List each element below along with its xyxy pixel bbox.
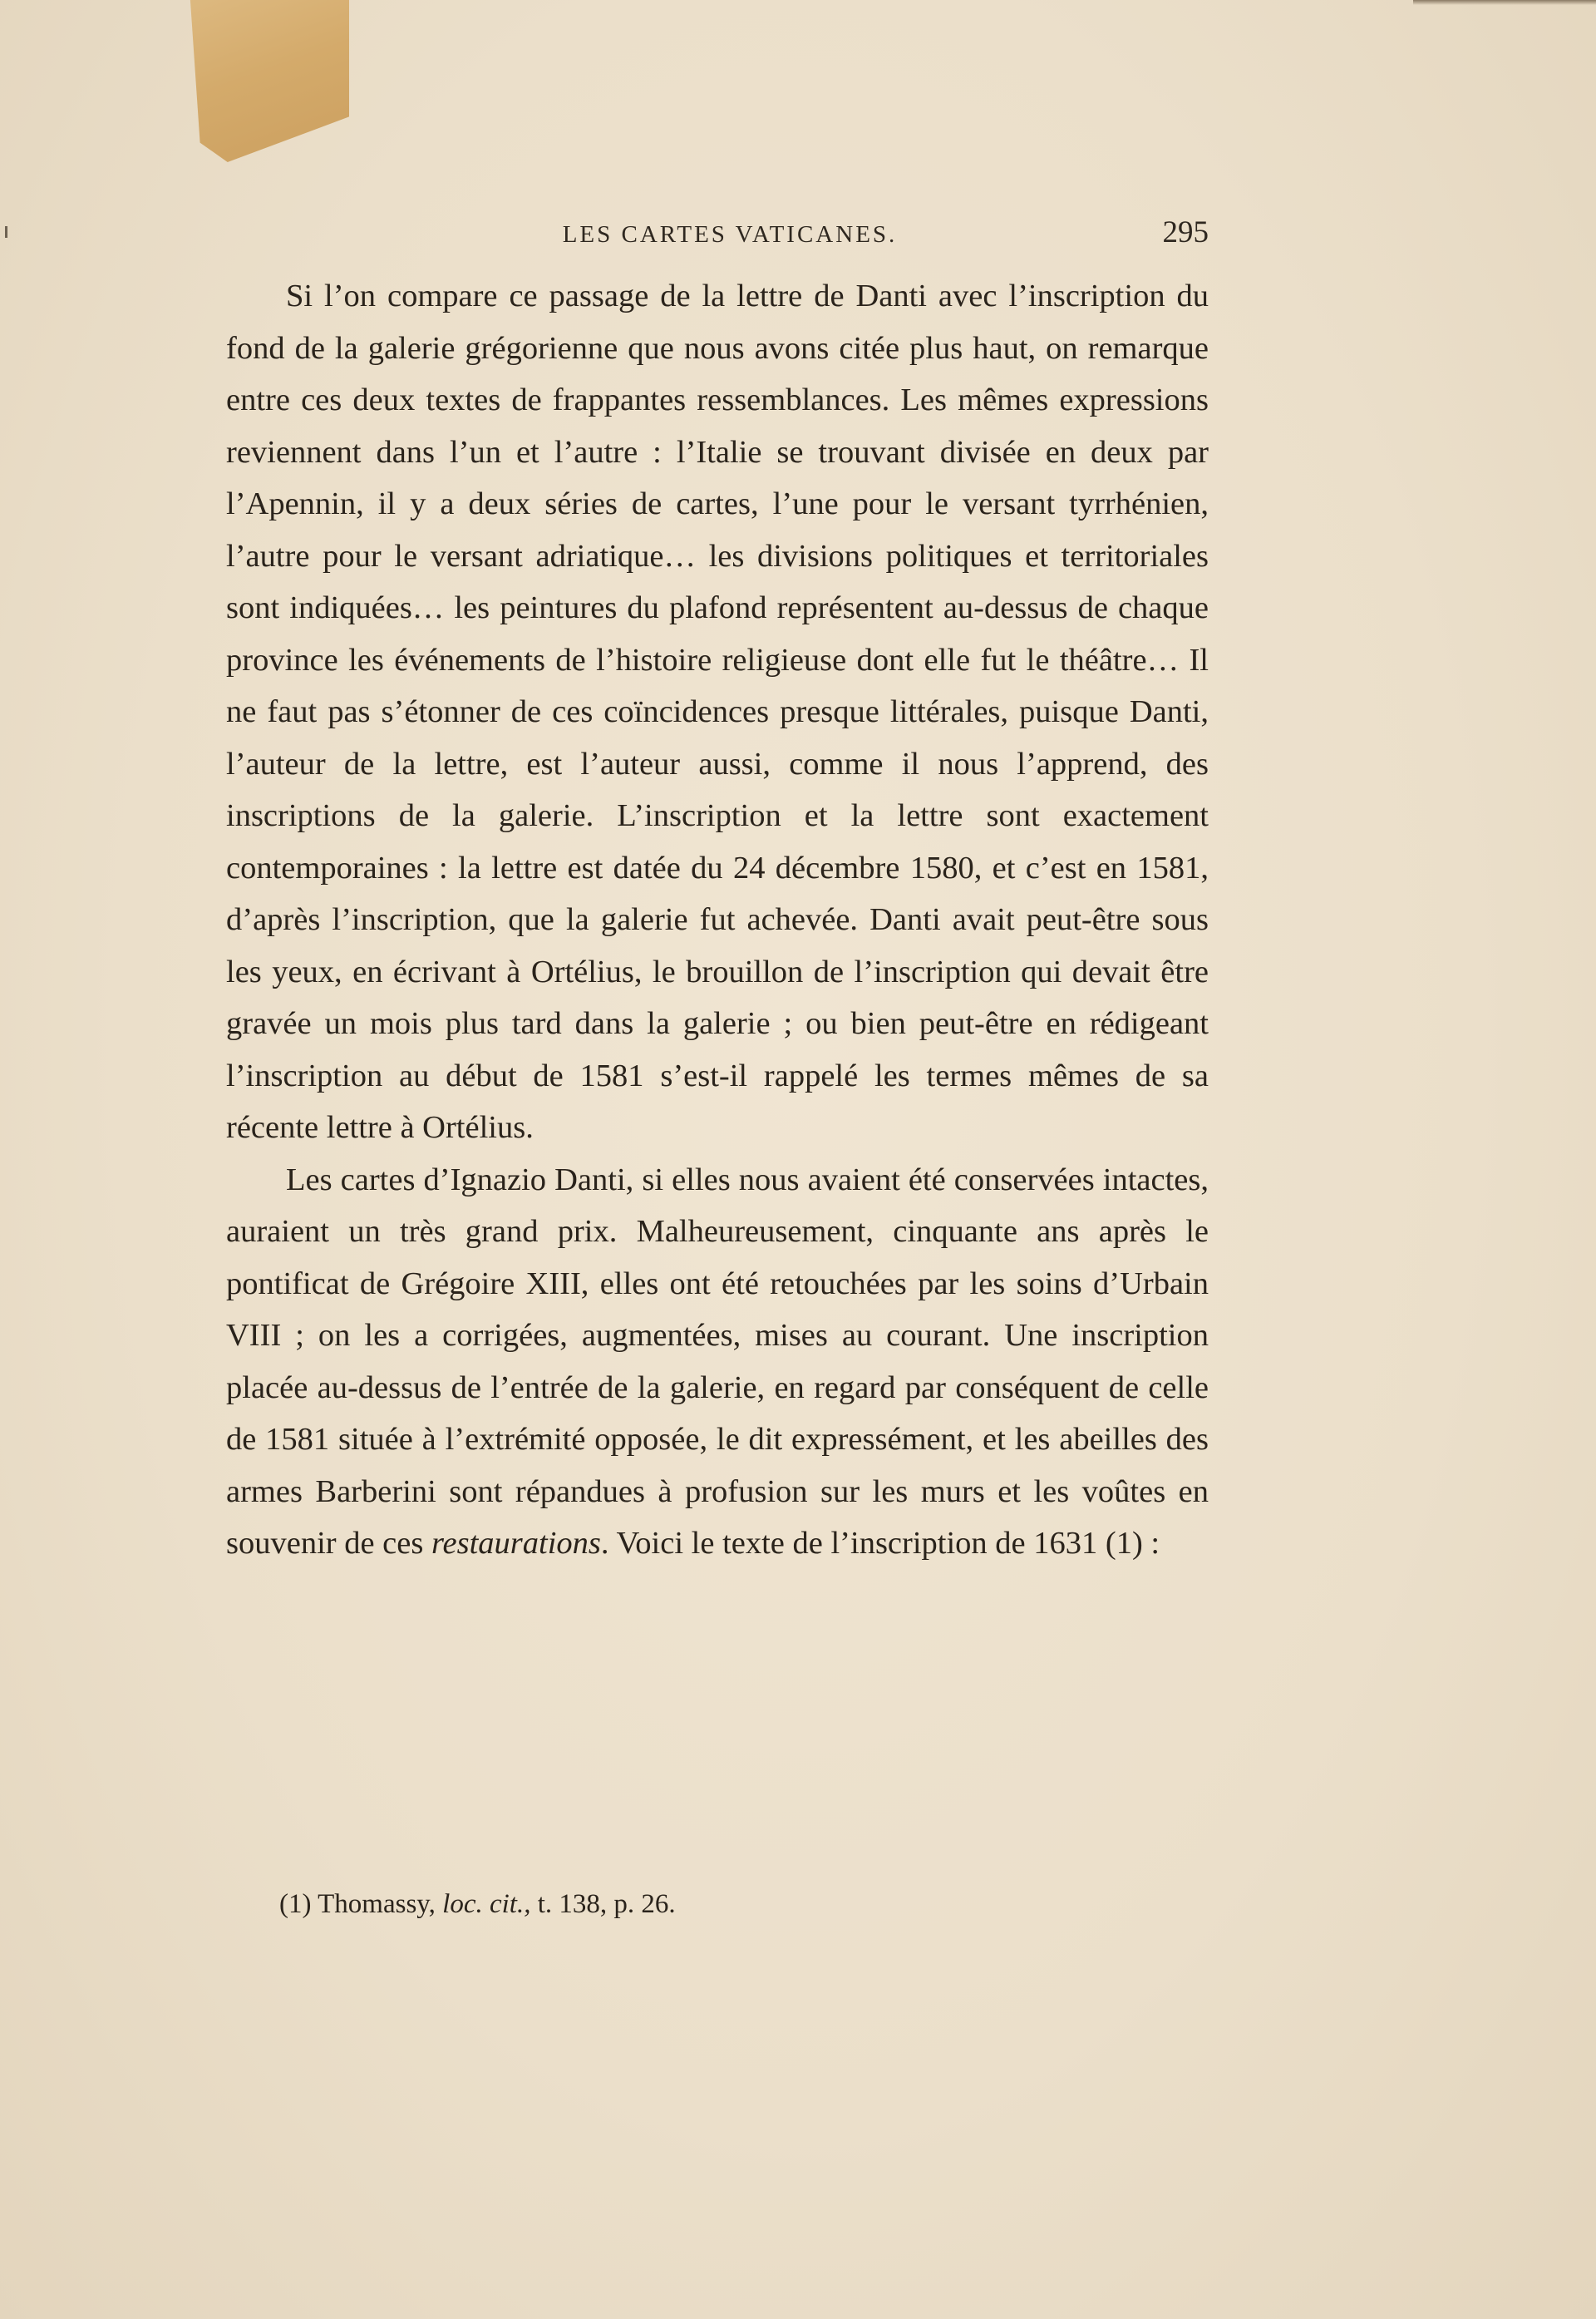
paragraph (226, 1154, 1209, 1570)
italic-text: restaurations (431, 1526, 601, 1561)
body-text (226, 270, 1209, 1570)
text-run: Si l’on compare ce passage de la lettre de Danti avec l’inscription du fond de la galerie grégorienne que nous avons citée plus haut, on remarque entre ces deux textes de frappantes ressemblances. Les mêmes expressions reviennent dans l’un et l’autre : l’Italie se trouvant divisée en deux par l’Apennin, il y a deux séries de cartes, l’une pour le versant tyrrhénien, l’autre pour le versant adriatique… les divisions politiques et territoriales sont indiquées… les peintures du plafond représentent au-dessus de chaque province les événements de l’histoire religieuse dont elle fut le théâtre… Il ne faut pas s’étonner de ces coïncidences presque littérales, puisque Danti, l’auteur de la lettre, est l’auteur aussi, comme il nous l’apprend, des inscriptions de la galerie. L’inscription et la lettre sont exactement contemporaines : la lettre est datée du 24 décembre 1580, et c’est en 1581, d’après l’inscription, que la galerie fut achevée. Danti avait peut-être sous les yeux, en écrivant à Ortélius, le brouillon de l’inscription qui devait être gravée un mois plus tard dans la galerie ; ou bien peut-être en rédigeant l’inscription au début de 1581 s’est-il rappelé les termes mêmes de sa récente lettre à Ortélius. (226, 279, 1209, 1145)
adhesive-tape-stain (187, 0, 349, 162)
text-run: . Voici le texte de l’inscription de 1631 (1) : (600, 1526, 1160, 1561)
text-run: (1) Thomassy, (279, 1889, 443, 1919)
margin-mark (5, 226, 7, 238)
footnote (279, 1889, 676, 1920)
text-run: t. 138, p. 26. (530, 1889, 676, 1919)
page-edge-shadow (1413, 0, 1596, 5)
page-number: 295 (1162, 215, 1209, 249)
italic-text: loc. cit., (442, 1889, 531, 1919)
paragraph (226, 270, 1209, 1154)
running-title: LES CARTES VATICANES. (562, 221, 898, 248)
running-header (226, 215, 1209, 256)
text-run: Les cartes d’Ignazio Danti, si elles nous avaient été conservées intactes, auraient un très grand prix. Malheureusement, cinquante ans après le pontificat de Grégoire XIII, elles ont été retouchées par les soins d’Urbain VIII ; on les a corrigées, augmentées, mises au courant. Une inscription placée au-dessus de l’entrée de la galerie, en regard par conséquent de celle de 1581 située à l’extrémité opposée, le dit expressément, et les abeilles des armes Barberini sont répandues à profusion sur les murs et les voûtes en souvenir de ces (226, 1162, 1209, 1561)
